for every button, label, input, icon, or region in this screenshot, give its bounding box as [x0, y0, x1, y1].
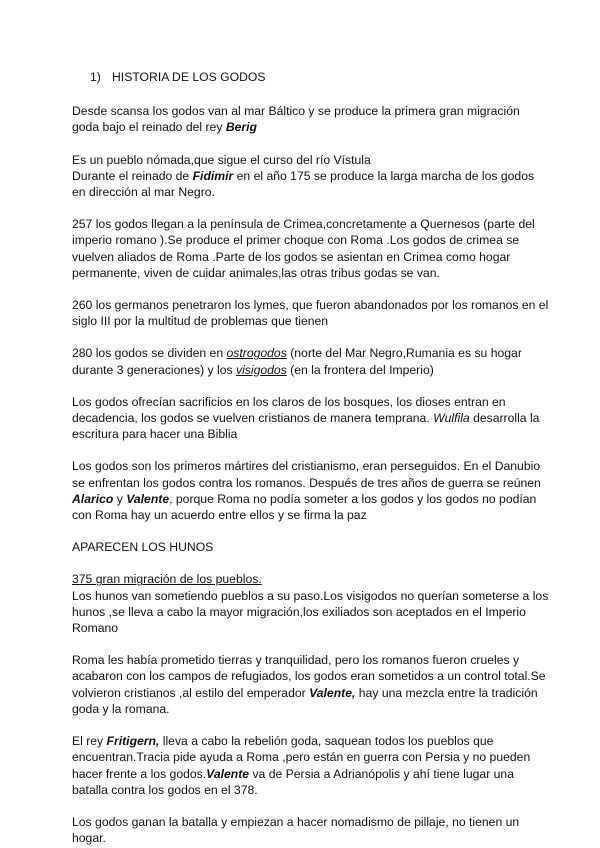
king-fidimir: Fidimir	[192, 168, 234, 183]
text: El rey	[72, 734, 107, 749]
text: Los godos son los primeros mártires del cristianismo, eran perseguidos. En el Danubio se enfrentan los godos contra los romanos. Después de tres años de guerra se reúnen	[72, 459, 541, 490]
section-heading	[90, 69, 550, 85]
text: Desde scansa los godos van al mar Báltico y se produce la primera gran migración goda bajo el reinado del rey	[72, 104, 520, 135]
paragraph-scandza	[72, 103, 550, 135]
text: desarrolla la escritura para hacer una Biblia	[72, 411, 540, 442]
text: Los hunos van sometiendo pueblos a su paso.Los visigodos no querían someterse a los hunos ,se lleva a cabo la mayor migración,los exiliados son aceptados en el Imperio Romano	[72, 588, 549, 636]
paragraph-fidimir	[72, 168, 550, 200]
paragraph-crimea: 257 los godos llegan a la península de Crimea,concretamente a Quernesos (parte del imperio romano ).Se produce el primer choque con Roma .Los godos de crimea se vuelven aliados de Roma .Parte de los godos se asientan en Crimea como hogar permanente, viven de cuidar animales,las otras tribus godas se van.	[72, 217, 535, 280]
text: 280 los godos se dividen en	[72, 346, 227, 361]
text: hay una mezcla entre la tradición goda y la romana.	[72, 685, 538, 716]
name-valente: Valente,	[309, 685, 356, 700]
text: (norte del Mar Negro,Rumania es su hogar durante 3 generaciones) y los	[72, 346, 522, 377]
paragraph-division	[72, 345, 550, 377]
text: Durante el reinado de	[72, 168, 193, 183]
text: Roma les había prometido tierras y tranquilidad, pero los romanos fueron crueles y acabaron con los campos de refugiados, los godos eran sometidos a un control total.Se volvieron cristianos ,al estilo del emperador	[72, 653, 546, 700]
name-valente: Valente	[126, 491, 170, 506]
heading-title: HISTORIA DE LOS GODOS	[112, 70, 266, 84]
text: (en la frontera del Imperio)	[286, 362, 434, 377]
paragraph-fritigern	[72, 733, 550, 798]
paragraph-victory: Los godos ganan la batalla y empiezan a hacer nomadismo de pillaje, no tienen un hogar.	[72, 814, 520, 846]
migration-title: 375 gran migración de los pueblos.	[72, 572, 262, 587]
text: lleva a cabo la rebelión goda, saquean todos los pueblos que encuentran.Tracia pide ayuda a Roma ,pero están en guerra con Persia y no pueden hacer frente a los godos.	[72, 734, 531, 781]
paragraph-nomadic	[72, 152, 550, 168]
name-wulfila: Wulfila	[433, 411, 470, 426]
name-valente: Valente	[206, 766, 250, 781]
paragraph-martyrs	[72, 458, 550, 523]
term-visigodos: visigodos	[235, 362, 287, 377]
term-ostrogodos: ostrogodos	[226, 346, 287, 361]
text: en el año 175 se produce la larga marcha de los godos en dirección al mar Negro.	[72, 168, 535, 200]
paragraph-religion	[72, 394, 550, 443]
paragraph-refugees	[72, 652, 550, 717]
text: y	[113, 491, 127, 506]
paragraph-limes: 260 los germanos penetraron los lymes, que fueron abandonados por los romanos en el siglo III por la multitud de problemas que tienen	[72, 298, 549, 329]
subheading-hunos: APARECEN LOS HUNOS	[72, 540, 214, 555]
king-berig: Berig	[225, 120, 257, 135]
text: Es un pueblo nómada,que sigue el curso del río Vístula	[72, 152, 371, 167]
paragraph-migration	[72, 571, 550, 636]
name-alarico: Alarico	[72, 491, 114, 506]
text: , porque Roma no podía someter a los godos y los godos no podían con Roma hay un acuerdo entre ellos y se firma la paz	[72, 491, 537, 523]
heading-number: 1)	[90, 70, 101, 84]
text: va de Persia a Adrianópolis y ahí tiene lugar una batalla contra los godos en el 378.	[72, 766, 514, 797]
text: Los godos ofrecían sacrificios en los claros de los bosques, los dioses entran en decadencia, los godos se vuelven cristianos de manera temprana.	[72, 394, 506, 426]
name-fritigern: Fritigern,	[106, 734, 160, 749]
